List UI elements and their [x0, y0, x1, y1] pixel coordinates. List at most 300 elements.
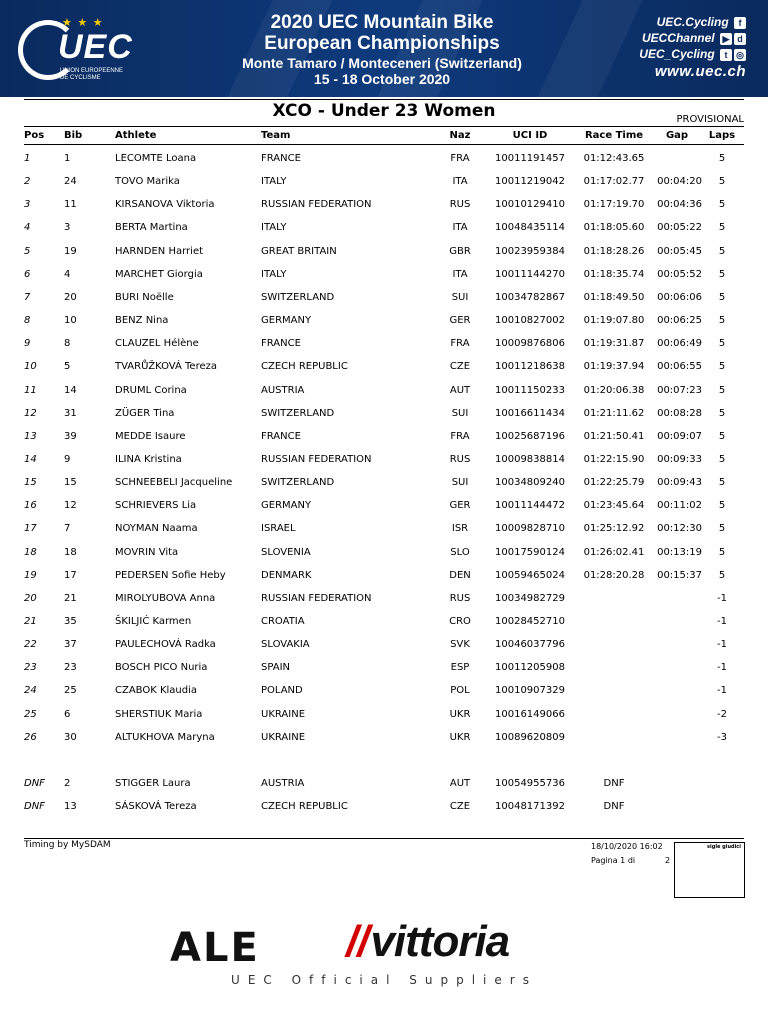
cell-bib: 1	[64, 153, 71, 164]
cell-athlete: SCHRIEVERS Lia	[115, 500, 197, 511]
cell-athlete: MOVRIN Vita	[115, 547, 179, 558]
cell-team: CROATIA	[261, 616, 305, 627]
cell-gap: 00:06:06	[657, 292, 702, 303]
cell-laps: 5	[718, 570, 726, 581]
cell-naz: CRO	[449, 616, 471, 627]
table-row	[0, 454, 768, 468]
cell-pos: DNF	[24, 778, 45, 789]
cell-naz: ITA	[452, 176, 468, 187]
cell-pos: 10	[24, 361, 37, 372]
dailymotion-icon: d	[734, 33, 746, 45]
cell-time: DNF	[603, 801, 625, 812]
signature-label: sigle giudici	[707, 844, 741, 850]
cell-laps: 5	[718, 222, 726, 233]
cell-laps: 5	[718, 338, 726, 349]
cell-bib: 7	[64, 523, 71, 534]
cell-team: DENMARK	[261, 570, 312, 581]
cell-gap: 00:15:37	[657, 570, 702, 581]
cell-time: 01:28:20.28	[583, 570, 645, 581]
table-row	[0, 269, 768, 283]
cell-athlete: ZÜGER Tina	[115, 408, 175, 419]
cell-naz: AUT	[449, 385, 471, 396]
cell-bib: 35	[64, 616, 77, 627]
cell-pos: 21	[24, 616, 37, 627]
cell-pos: 9	[24, 338, 31, 349]
cell-laps: -1	[717, 685, 727, 696]
page-total: 2	[665, 856, 671, 865]
table-row	[0, 338, 768, 352]
cell-team: UKRAINE	[261, 709, 306, 720]
cell-team: RUSSIAN FEDERATION	[261, 199, 372, 210]
cell-team: GREAT BRITAIN	[261, 246, 337, 257]
cell-uci: 10059465024	[495, 570, 565, 581]
cell-uci: 10009838814	[495, 454, 565, 465]
table-row	[0, 431, 768, 445]
cell-athlete: NOYMAN Naama	[115, 523, 198, 534]
cell-team: SWITZERLAND	[261, 292, 335, 303]
cell-naz: ITA	[452, 269, 468, 280]
cell-pos: 16	[24, 500, 37, 511]
table-header	[0, 130, 768, 144]
website-link[interactable]: www.uec.ch	[654, 63, 746, 80]
cell-time: 01:19:31.87	[583, 338, 645, 349]
cell-athlete: DRUML Corina	[115, 385, 187, 396]
cell-team: AUSTRIA	[261, 778, 305, 789]
cell-time: 01:25:12.92	[583, 523, 645, 534]
divider	[24, 126, 744, 127]
cell-athlete: LECOMTE Loana	[115, 153, 197, 164]
cell-uci: 10048435114	[495, 222, 565, 233]
dates: 15 - 18 October 2020	[313, 71, 451, 87]
table-row	[0, 199, 768, 213]
cell-athlete: BERTA Martina	[115, 222, 188, 233]
cell-bib: 2	[64, 778, 71, 789]
col-team: Team	[261, 130, 291, 141]
cell-pos: 24	[24, 685, 37, 696]
cell-gap: 00:05:52	[657, 269, 702, 280]
cell-naz: GBR	[449, 246, 471, 257]
cell-naz: RUS	[449, 199, 471, 210]
cell-laps: 5	[718, 361, 726, 372]
cell-bib: 31	[64, 408, 77, 419]
title-line2: European Championships	[264, 33, 500, 54]
cell-time: 01:20:06.38	[583, 385, 645, 396]
table-row	[0, 523, 768, 537]
col-naz: Naz	[449, 130, 471, 141]
cell-naz: FRA	[450, 153, 470, 164]
cell-naz: SLO	[450, 547, 470, 558]
page-label: Pagina 1 di	[591, 856, 636, 865]
table-row	[0, 246, 768, 260]
cell-uci: 10011218638	[495, 361, 565, 372]
cell-bib: 25	[64, 685, 77, 696]
cell-uci: 10016149066	[495, 709, 565, 720]
cell-gap: 00:06:49	[657, 338, 702, 349]
cell-laps: 5	[718, 153, 726, 164]
cell-gap: 00:07:23	[657, 385, 702, 396]
twitter-icon: t	[720, 49, 732, 61]
cell-athlete: ŠKILJIĆ Karmen	[115, 616, 192, 627]
cell-pos: 18	[24, 547, 37, 558]
cell-athlete: MARCHET Giorgia	[115, 269, 203, 280]
cell-time: 01:12:43.65	[583, 153, 645, 164]
cell-athlete: MIROLYUBOVA Anna	[115, 593, 216, 604]
cell-time: 01:19:07.80	[583, 315, 645, 326]
social-links	[639, 14, 746, 82]
cell-uci: 10011144270	[495, 269, 565, 280]
instagram-icon: ◎	[734, 49, 746, 61]
cell-time: 01:18:35.74	[583, 269, 645, 280]
cell-bib: 23	[64, 662, 77, 673]
cell-athlete: SHERSTIUK Maria	[115, 709, 203, 720]
cell-gap: 00:05:45	[657, 246, 702, 257]
cell-time: 01:17:02.77	[583, 176, 645, 187]
cell-bib: 9	[64, 454, 71, 465]
cell-uci: 10011219042	[495, 176, 565, 187]
cell-team: SLOVAKIA	[261, 639, 310, 650]
cell-laps: -1	[717, 639, 727, 650]
cell-uci: 10025687196	[495, 431, 565, 442]
dnf-row	[0, 801, 768, 815]
cell-bib: 37	[64, 639, 77, 650]
cell-naz: SUI	[451, 477, 469, 488]
cell-laps: 5	[718, 477, 726, 488]
cell-laps: 5	[718, 269, 726, 280]
cell-team: GERMANY	[261, 315, 312, 326]
cell-athlete: PAULECHOVÁ Radka	[115, 639, 216, 650]
cell-time: DNF	[603, 778, 625, 789]
cell-naz: SUI	[451, 292, 469, 303]
cell-time: 01:23:45.64	[583, 500, 645, 511]
table-row	[0, 732, 768, 746]
cell-bib: 8	[64, 338, 71, 349]
cell-bib: 30	[64, 732, 77, 743]
cell-naz: AUT	[449, 778, 471, 789]
cell-time: 01:18:49.50	[583, 292, 645, 303]
cell-time: 01:18:28.26	[583, 246, 645, 257]
col-uci: UCI ID	[512, 130, 548, 141]
cell-pos: 23	[24, 662, 37, 673]
sponsors	[0, 915, 768, 1024]
cell-bib: 13	[64, 801, 77, 812]
cell-naz: DEN	[449, 570, 471, 581]
vittoria-mark-icon: //	[346, 917, 369, 966]
cell-time: 01:26:02.41	[583, 547, 645, 558]
sponsor-tagline: UEC Official Suppliers	[231, 973, 537, 987]
cell-bib: 5	[64, 361, 71, 372]
cell-uci: 10046037796	[495, 639, 565, 650]
cell-naz: FRA	[450, 431, 470, 442]
cell-naz: RUS	[449, 454, 471, 465]
cell-uci: 10009828710	[495, 523, 565, 534]
cell-athlete: CZABOK Klaudia	[115, 685, 198, 696]
cell-pos: 13	[24, 431, 37, 442]
cell-bib: 15	[64, 477, 77, 488]
title-line1: 2020 UEC Mountain Bike	[270, 12, 494, 33]
cell-pos: DNF	[24, 801, 45, 812]
cell-athlete: ALTUKHOVA Maryna	[115, 732, 215, 743]
cell-athlete: SÁSKOVÁ Tereza	[115, 801, 197, 812]
cell-team: RUSSIAN FEDERATION	[261, 454, 372, 465]
cell-uci: 10011144472	[495, 500, 565, 511]
col-pos: Pos	[24, 130, 45, 141]
cell-bib: 18	[64, 547, 77, 558]
cell-gap: 00:06:25	[657, 315, 702, 326]
cell-laps: -1	[717, 662, 727, 673]
table-row	[0, 500, 768, 514]
cell-bib: 39	[64, 431, 77, 442]
cell-laps: 5	[718, 408, 726, 419]
cell-pos: 20	[24, 593, 37, 604]
cell-laps: 5	[718, 454, 726, 465]
location: Monte Tamaro / Monteceneri (Switzerland)	[242, 55, 522, 71]
header-banner	[0, 0, 768, 97]
cell-athlete: MEDDE Isaure	[115, 431, 186, 442]
cell-pos: 1	[24, 153, 31, 164]
cell-team: ISRAEL	[261, 523, 296, 534]
table-row	[0, 361, 768, 375]
cell-naz: ISR	[451, 523, 469, 534]
cell-team: RUSSIAN FEDERATION	[261, 593, 372, 604]
social-youtube[interactable]: UECChannel	[641, 31, 715, 45]
cell-uci: 10009876806	[495, 338, 565, 349]
cell-time: 01:21:11.62	[583, 408, 645, 419]
table-row	[0, 315, 768, 329]
cell-uci: 10011205908	[495, 662, 565, 673]
cell-uci: 10054955736	[495, 778, 565, 789]
cell-pos: 6	[24, 269, 31, 280]
sponsor-vittoria: //vittoria	[346, 917, 510, 966]
cell-uci: 10034809240	[495, 477, 565, 488]
cell-uci: 10011191457	[495, 153, 565, 164]
cell-uci: 10028452710	[495, 616, 565, 627]
cell-team: SPAIN	[261, 662, 291, 673]
table-row	[0, 408, 768, 422]
cell-laps: 5	[718, 315, 726, 326]
cell-athlete: STIGGER Laura	[115, 778, 191, 789]
timing-credit: Timing by MySDAM	[24, 840, 111, 850]
cell-laps: 5	[718, 292, 726, 303]
cell-naz: SUI	[451, 408, 469, 419]
cell-pos: 14	[24, 454, 37, 465]
cell-bib: 10	[64, 315, 77, 326]
cell-gap: 00:09:43	[657, 477, 702, 488]
cell-time: 01:18:05.60	[583, 222, 645, 233]
signature-box	[674, 842, 745, 898]
cell-uci: 10017590124	[495, 547, 565, 558]
cell-naz: ESP	[450, 662, 470, 673]
cell-athlete: BENZ Nina	[115, 315, 169, 326]
cell-bib: 3	[64, 222, 71, 233]
table-row	[0, 639, 768, 653]
cell-team: AUSTRIA	[261, 385, 305, 396]
cell-pos: 15	[24, 477, 37, 488]
cell-team: SWITZERLAND	[261, 408, 335, 419]
col-laps: Laps	[708, 130, 736, 141]
cell-bib: 6	[64, 709, 71, 720]
youtube-icon: ▶	[720, 33, 732, 45]
divider	[24, 99, 744, 100]
table-row	[0, 477, 768, 491]
cell-pos: 25	[24, 709, 37, 720]
cell-gap: 00:04:20	[657, 176, 702, 187]
print-datetime: 18/10/2020 16:02	[591, 842, 663, 851]
table-row	[0, 685, 768, 699]
cell-athlete: PEDERSEN Sofie Heby	[115, 570, 226, 581]
cell-bib: 20	[64, 292, 77, 303]
cell-team: ITALY	[261, 176, 287, 187]
cell-laps: 5	[718, 176, 726, 187]
cell-laps: 5	[718, 385, 726, 396]
divider	[24, 144, 744, 145]
cell-athlete: HARNDEN Harriet	[115, 246, 204, 257]
cell-athlete: BOSCH PICO Nuria	[115, 662, 208, 673]
cell-laps: 5	[718, 523, 726, 534]
table-row	[0, 176, 768, 190]
cell-time: 01:22:15.90	[583, 454, 645, 465]
table-row	[0, 547, 768, 561]
table-row	[0, 570, 768, 584]
cell-gap: 00:13:19	[657, 547, 702, 558]
cell-team: UKRAINE	[261, 732, 306, 743]
cell-laps: -3	[717, 732, 727, 743]
cell-time: 01:17:19.70	[583, 199, 645, 210]
cell-pos: 22	[24, 639, 37, 650]
cell-naz: CZE	[449, 801, 471, 812]
cell-bib: 4	[64, 269, 71, 280]
cell-gap: 00:08:28	[657, 408, 702, 419]
cell-laps: 5	[718, 246, 726, 257]
cell-time: 01:22:25.79	[583, 477, 645, 488]
cell-naz: FRA	[450, 338, 470, 349]
cell-team: FRANCE	[261, 338, 301, 349]
cell-pos: 17	[24, 523, 37, 534]
cell-athlete: SCHNEEBELI Jacqueline	[115, 477, 233, 488]
cell-laps: -1	[717, 616, 727, 627]
cell-laps: 5	[718, 199, 726, 210]
table-row	[0, 153, 768, 167]
event-title-block	[200, 12, 564, 87]
cell-laps: -1	[717, 593, 727, 604]
cell-uci: 10089620809	[495, 732, 565, 743]
table-row	[0, 593, 768, 607]
cell-team: ITALY	[261, 269, 287, 280]
cell-pos: 26	[24, 732, 37, 743]
cell-uci: 10010827002	[495, 315, 565, 326]
table-row	[0, 709, 768, 723]
cell-uci: 10034982729	[495, 593, 565, 604]
social-facebook[interactable]: UEC.Cycling	[656, 15, 729, 29]
cell-athlete: TOVO Marika	[115, 176, 180, 187]
cell-team: ITALY	[261, 222, 287, 233]
cell-uci: 10034782867	[495, 292, 565, 303]
cell-uci: 10023959384	[495, 246, 565, 257]
uec-logo	[18, 14, 168, 86]
cell-naz: SVK	[450, 639, 470, 650]
cell-time: 01:21:50.41	[583, 431, 645, 442]
col-gap: Gap	[665, 130, 689, 141]
divider	[24, 838, 744, 839]
cell-laps: 5	[718, 547, 726, 558]
cell-pos: 5	[24, 246, 31, 257]
cell-naz: RUS	[449, 593, 471, 604]
cell-laps: 5	[718, 431, 726, 442]
cell-pos: 11	[24, 385, 37, 396]
logo-subtitle: UNION EUROPEENNE DE CYCLISME	[60, 68, 124, 81]
cell-pos: 7	[24, 292, 31, 303]
cell-uci: 10010907329	[495, 685, 565, 696]
cell-bib: 21	[64, 593, 77, 604]
cell-uci: 10011150233	[495, 385, 565, 396]
cell-bib: 24	[64, 176, 77, 187]
cell-naz: UKR	[449, 709, 471, 720]
cell-athlete: ILINA Kristina	[115, 454, 182, 465]
cell-uci: 10010129410	[495, 199, 565, 210]
cell-gap: 00:11:02	[657, 500, 702, 511]
cell-laps: -2	[717, 709, 727, 720]
cell-naz: UKR	[449, 732, 471, 743]
cell-team: FRANCE	[261, 153, 301, 164]
cell-naz: CZE	[449, 361, 471, 372]
event-name: XCO - Under 23 Women	[272, 101, 496, 121]
cell-bib: 14	[64, 385, 77, 396]
cell-laps: 5	[718, 500, 726, 511]
cell-uci: 10016611434	[495, 408, 565, 419]
cell-athlete: TVARŮŽKOVÁ Tereza	[115, 361, 218, 372]
table-row	[0, 222, 768, 236]
logo-text: UEC	[58, 28, 133, 66]
cell-athlete: BURI Noëlle	[115, 292, 174, 303]
cell-athlete: KIRSANOVA Viktoria	[115, 199, 215, 210]
col-bib: Bib	[64, 130, 83, 141]
sponsor-ale: ALE	[170, 925, 260, 971]
star-icon: ★ ★ ★	[62, 16, 104, 29]
cell-team: CZECH REPUBLIC	[261, 361, 348, 372]
col-race-time: Race Time	[584, 130, 644, 141]
cell-time: 01:19:37.94	[583, 361, 645, 372]
cell-bib: 17	[64, 570, 77, 581]
status-label: PROVISIONAL	[676, 114, 744, 125]
table-row	[0, 616, 768, 630]
cell-pos: 12	[24, 408, 37, 419]
cell-uci: 10048171392	[495, 801, 565, 812]
table-row	[0, 292, 768, 306]
facebook-icon: f	[734, 17, 746, 29]
cell-pos: 3	[24, 199, 31, 210]
cell-bib: 19	[64, 246, 77, 257]
cell-pos: 19	[24, 570, 37, 581]
cell-pos: 2	[24, 176, 31, 187]
cell-gap: 00:05:22	[657, 222, 702, 233]
cell-naz: ITA	[452, 222, 468, 233]
cell-naz: GER	[449, 500, 471, 511]
cell-team: SWITZERLAND	[261, 477, 335, 488]
cell-gap: 00:12:30	[657, 523, 702, 534]
cell-pos: 8	[24, 315, 31, 326]
cell-pos: 4	[24, 222, 31, 233]
cell-gap: 00:04:36	[657, 199, 702, 210]
cell-team: POLAND	[261, 685, 303, 696]
col-athlete: Athlete	[115, 130, 157, 141]
page-indicator	[591, 856, 671, 865]
cell-bib: 11	[64, 199, 77, 210]
table-row	[0, 662, 768, 676]
social-twitter[interactable]: UEC_Cycling	[639, 47, 715, 61]
cell-naz: GER	[449, 315, 471, 326]
cell-team: SLOVENIA	[261, 547, 311, 558]
cell-team: GERMANY	[261, 500, 312, 511]
table-row	[0, 385, 768, 399]
